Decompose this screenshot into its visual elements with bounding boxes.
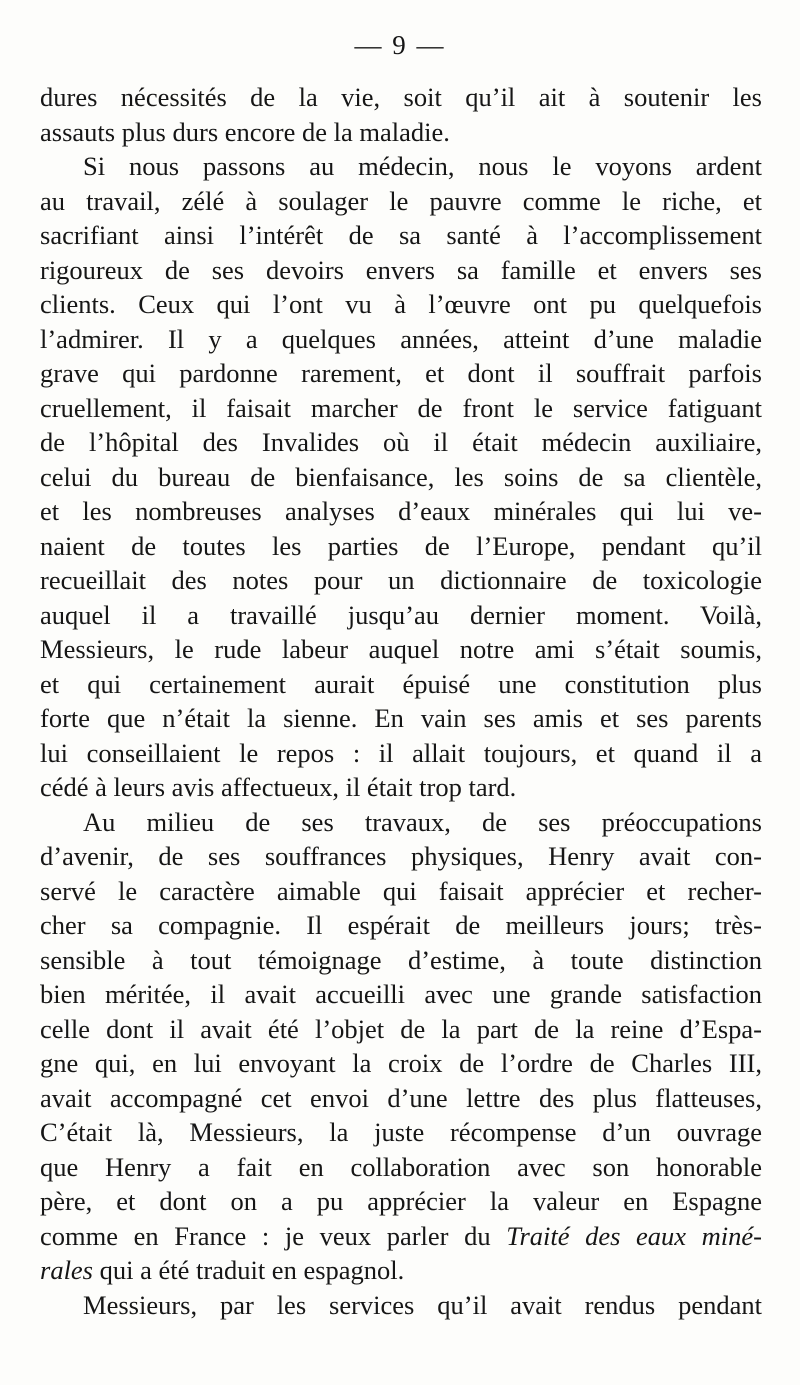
text-line: et les nombreuses analyses d’eaux minérales qui lui ve- — [40, 496, 762, 526]
text-line: que Henry a fait en collaboration avec son honorable — [40, 1151, 762, 1182]
text-line: d’avenir, de ses souffrances physiques, Henry avait con- — [40, 841, 762, 871]
text-segment: qui a été traduit en espagnol. — [93, 1255, 405, 1285]
text-line: cédé à leurs avis affectueux, il était trop tard. — [40, 772, 517, 802]
text-line — [40, 1253, 762, 1288]
text-line: au travail, zélé à soulager le pauvre comme le riche, et — [40, 185, 762, 216]
text-line: cher sa compagnie. Il espérait de meilleurs jours; très- — [40, 910, 762, 940]
text-line: clients. Ceux qui l’ont vu à l’œuvre ont pu quelquefois — [40, 289, 762, 319]
text-line: cruellement, il faisait marcher de front le service fatiguant — [40, 392, 762, 423]
text-line — [40, 1219, 762, 1254]
text-line: forte que n’était la sienne. En vain ses amis et ses parents — [40, 703, 762, 733]
text-line: C’était là, Messieurs, la juste récompense d’un ouvrage — [40, 1117, 762, 1147]
body-text — [40, 80, 762, 1322]
text-segment: comme en France : je veux parler du — [40, 1220, 507, 1251]
text-line: bien méritée, il avait accueilli avec une grande satisfaction — [40, 979, 762, 1009]
italic-title-segment: rales — [40, 1255, 93, 1285]
text-line: sacrifiant ainsi l’intérêt de sa santé à l’accomplissement — [40, 220, 762, 250]
text-line: celle dont il avait été l’objet de la part de la reine d’Espa- — [40, 1013, 762, 1044]
text-line: naient de toutes les parties de l’Europe, pendant qu’il — [40, 530, 762, 561]
text-line: Messieurs, le rude labeur auquel notre ami s’était soumis, — [40, 634, 762, 664]
text-line: sensible à tout témoignage d’estime, à toute distinction — [40, 944, 762, 975]
text-line: lui conseillaient le repos : il allait toujours, et quand il a — [40, 737, 762, 768]
text-line: et qui certainement aurait épuisé une constitution plus — [40, 668, 762, 699]
italic-title-segment: Traité des eaux miné- — [506, 1220, 762, 1251]
text-line: assauts plus durs encore de la maladie. — [40, 116, 450, 147]
text-line: avait accompagné cet envoi d’une lettre des plus flatteuses, — [40, 1082, 762, 1113]
text-line: rigoureux de ses devoirs envers sa famille et envers ses — [40, 254, 762, 285]
text-line: de l’hôpital des Invalides où il était médecin auxiliaire, — [40, 427, 762, 457]
text-line: recueillait des notes pour un dictionnaire de toxicologie — [40, 565, 762, 595]
text-line: servé le caractère aimable qui faisait apprécier et recher- — [40, 875, 762, 906]
text-line: gne qui, en lui envoyant la croix de l’ordre de Charles III, — [40, 1048, 762, 1078]
text-line: grave qui pardonne rarement, et dont il souffrait parfois — [40, 358, 762, 388]
text-line: l’admirer. Il y a quelques années, atteint d’une maladie — [40, 323, 762, 354]
text-line: Si nous passons au médecin, nous le voyons ardent — [83, 151, 762, 181]
text-line: père, et dont on a pu apprécier la valeur en Espagne — [40, 1186, 762, 1216]
text-line: Au milieu de ses travaux, de ses préoccupations — [83, 806, 762, 837]
text-line: celui du bureau de bienfaisance, les soins de sa clientèle, — [40, 461, 762, 492]
text-line: Messieurs, par les services qu’il avait rendus pendant — [83, 1289, 762, 1320]
text-line: auquel il a travaillé jusqu’au dernier moment. Voilà, — [40, 599, 762, 630]
text-line: dures nécessités de la vie, soit qu’il ait à soutenir les — [40, 82, 762, 112]
page-number: — 9 — — [354, 30, 446, 60]
